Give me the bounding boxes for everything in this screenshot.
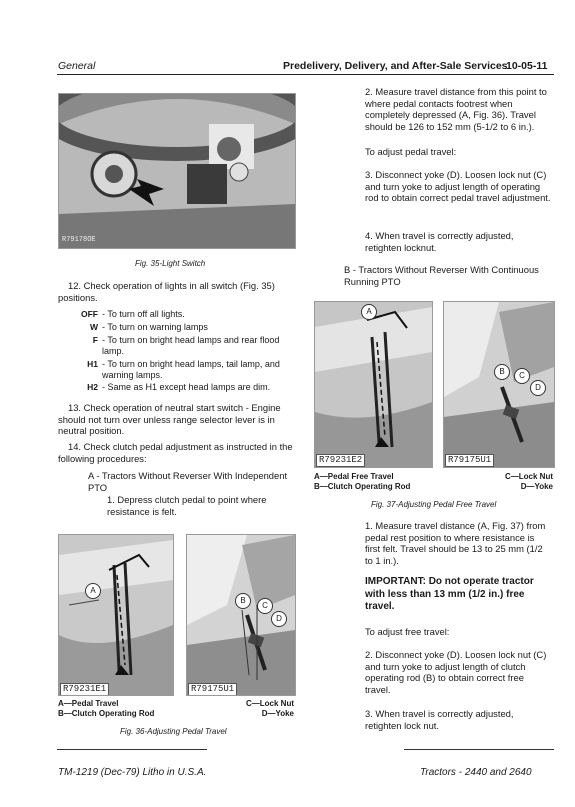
b-step-1: 1. Measure travel distance (A, Fig. 37) from pedal rest position to where resistance is first felt. Travel should be 13 to 25 mm (1/2 to 1 in.).	[365, 520, 546, 566]
fig37-callout-a: A	[361, 304, 377, 320]
fig36-left-drawing	[59, 535, 173, 695]
fig37-callout-c: C	[514, 368, 530, 384]
footer-left: TM-1219 (Dec-79) Litho in U.S.A.	[58, 767, 207, 778]
header-page-number: 10-05-11	[506, 60, 548, 72]
header-rule	[57, 74, 554, 75]
fig37-legend-d: D—Yoke	[520, 482, 553, 491]
fig37-callout-d: D	[530, 380, 546, 396]
fig36-linkage-photo	[186, 534, 296, 696]
fig35-drawing	[59, 94, 295, 248]
b-step-3: 3. When travel is correctly adjusted, retighten lock nut.	[365, 708, 514, 731]
fig37-free-travel-photo	[314, 301, 433, 468]
adjust-free-intro: To adjust free travel:	[365, 626, 450, 637]
fig36-callout-a: A	[85, 583, 101, 599]
fig36-left-code: R79231E1	[60, 683, 109, 696]
fig36-legend-a: A—Pedal Travel	[58, 699, 119, 708]
fig36-pedal-travel-photo	[58, 534, 174, 696]
step-12: 12. Check operation of lights in all switch (Fig. 35) positions.	[58, 280, 275, 303]
fig37-left-drawing	[315, 302, 432, 467]
fig35-code: R79178OE	[62, 236, 96, 244]
step-4: 4. When travel is correctly adjusted, retighten locknut.	[365, 230, 514, 253]
fig37-legend-a: A—Pedal Free Travel	[314, 472, 394, 481]
step-2: 2. Measure travel distance from this point to where pedal contacts footrest when completely depressed (A, Fig. 36). Travel should be 126 to 152 mm (5-1/2 to 6 in.).	[365, 86, 547, 132]
fig37-linkage-photo	[443, 301, 555, 468]
fig35-caption: Fig. 35-Light Switch	[135, 259, 206, 268]
switch-position-w: W - To turn on warning lamps	[89, 322, 208, 332]
fig36-caption: Fig. 36-Adjusting Pedal Travel	[120, 727, 227, 736]
fig36-legend-c: C—Lock Nut	[246, 699, 294, 708]
fig37-legend-c: C—Lock Nut	[505, 472, 553, 481]
b-step-2: 2. Disconnect yoke (D). Loosen lock nut (C) and turn yoke to adjust length of clutch operating rod (B) to obtain correct free travel.	[365, 649, 547, 695]
fig36-right-code: R79175U1	[188, 683, 237, 696]
header-section: General	[58, 60, 96, 72]
switch-position-h1: H1 - To turn on bright head lamps, tail lamp, and warning lamps.	[87, 359, 280, 380]
footer-right: Tractors - 2440 and 2640	[420, 767, 532, 778]
switch-position-h2: H2 - Same as H1 except head lamps are dim.	[87, 382, 271, 392]
fig36-callout-c: C	[257, 598, 273, 614]
footer-rule-right	[404, 749, 554, 750]
fig37-right-code: R79175U1	[445, 454, 494, 467]
fig35-light-switch-photo	[58, 93, 296, 249]
fig37-legend-b: B—Clutch Operating Rod	[314, 482, 411, 491]
fig37-callout-b: B	[494, 364, 510, 380]
fig36-callout-d: D	[271, 611, 287, 627]
footer-rule-left	[57, 749, 207, 750]
item-a-title: A - Tractors Without Reverser With Independent PTO	[88, 470, 288, 493]
header-title: Predelivery, Delivery, and After-Sale Services	[283, 60, 508, 72]
step-3: 3. Disconnect yoke (D). Loosen lock nut (C) and turn yoke to adjust length of operating rod to obtain correct pedal travel adjustment.	[365, 169, 551, 204]
fig37-caption: Fig. 37-Adjusting Pedal Free Travel	[371, 500, 497, 509]
step-13: 13. Check operation of neutral start switch - Engine should not turn over unless range selector lever is in neutral position.	[58, 402, 281, 437]
item-a-step-1: 1. Depress clutch pedal to point where resistance is felt.	[107, 494, 267, 517]
switch-position-f: F - To turn on bright head lamps and rear flood lamp.	[92, 335, 280, 356]
important-note: IMPORTANT: Do not operate tractor with less than 13 mm (1/2 in.) free travel.	[365, 576, 534, 612]
fig36-legend-b: B—Clutch Operating Rod	[58, 709, 155, 718]
fig36-legend-d: D—Yoke	[261, 709, 294, 718]
item-b-title: B - Tractors Without Reverser With Continuous Running PTO	[344, 264, 539, 287]
switch-position-off: OFF - To turn off all lights.	[81, 309, 185, 319]
step-14: 14. Check clutch pedal adjustment as instructed in the following procedures:	[58, 441, 293, 464]
adjust-pedal-intro: To adjust pedal travel:	[365, 146, 457, 157]
fig37-left-code: R79231E2	[316, 454, 365, 467]
fig36-callout-b: B	[235, 593, 251, 609]
